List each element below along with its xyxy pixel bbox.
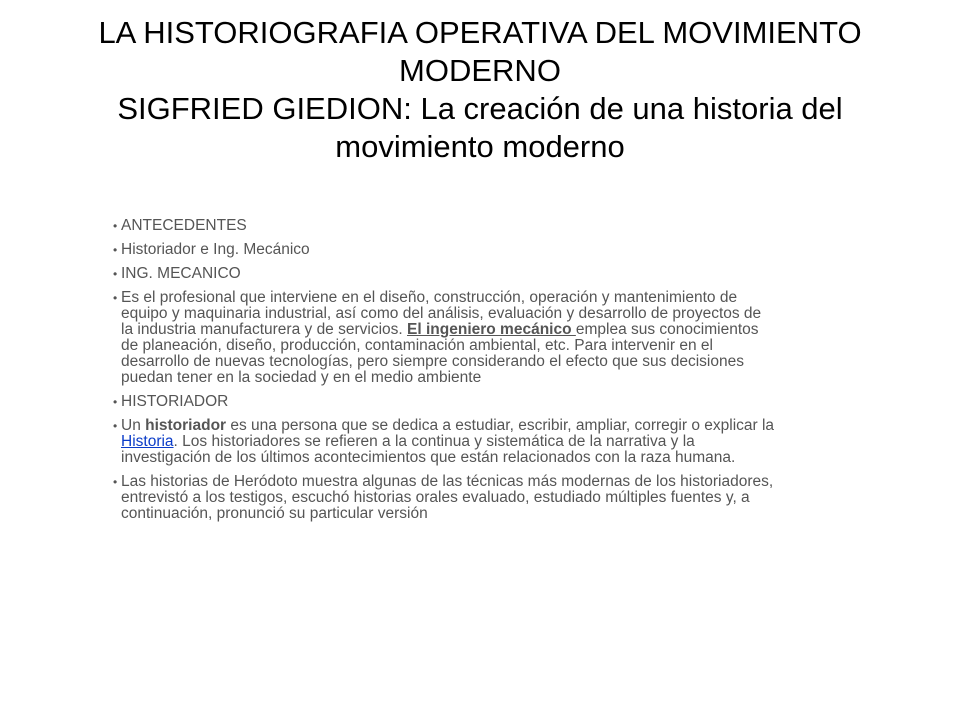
hist-definition-text-2: es una persona que se dedica a estudiar, escribir, ampliar, corregir o explicar la [226, 417, 775, 434]
bullet-historiador: • HISTORIADOR [116, 394, 776, 410]
ing-definition-text-2: emplea sus conocimientos de planeación, diseño, producción, contaminación ambiental, etc. Para intervenir en el desarrollo de nuevas tecnologías, pero siempre considerando el efecto que sus decisiones puedan tener en la sociedad y en el medio ambiente [121, 321, 759, 386]
title-line-1: LA HISTORIOGRAFIA OPERATIVA DEL MOVIMIENTO [98, 15, 862, 50]
historia-link[interactable]: Historia [121, 433, 174, 450]
historiador-bold: historiador [145, 417, 227, 434]
bullet-antecedentes: • ANTECEDENTES [116, 218, 776, 234]
bullet-ing-definition [116, 290, 776, 386]
bullet-herodoto: • Las historias de Heródoto muestra algunas de las técnicas más modernas de los historiadores, entrevistó a los testigos, escuchó historias orales evaluado, estudiado múltiples fuentes y, a continuación, pronunció su particular versión [116, 474, 776, 522]
ing-definition-text-1: Es el profesional que interviene en el diseño, construcción, operación y mantenimiento de equipo y maquinaria industrial, así como del análisis, evaluación y desarrollo de proyectos de la industria manufacturera y de servicios. [121, 289, 762, 338]
ingeniero-mecanico-link[interactable]: El ingeniero mecánico [407, 321, 576, 338]
title-line-3: SIGFRIED GIEDION: La creación de una historia del [117, 91, 843, 126]
title-line-4: movimiento moderno [335, 129, 625, 164]
hist-definition-text-1: Un [121, 417, 146, 434]
bullet-historiador-ing: • Historiador e Ing. Mecánico [116, 242, 776, 258]
bullet-list [116, 218, 776, 530]
title-line-2: MODERNO [399, 53, 561, 88]
bullet-historiador-definition [116, 418, 776, 466]
bullet-ing-mecanico: • ING. MECANICO [116, 266, 776, 282]
slide-title [60, 14, 900, 166]
hist-definition-text-3: . Los historiadores se refieren a la continua y sistemática de la narrativa y la investigación de los últimos acontecimientos que están relacionados con la raza humana. [121, 433, 736, 466]
